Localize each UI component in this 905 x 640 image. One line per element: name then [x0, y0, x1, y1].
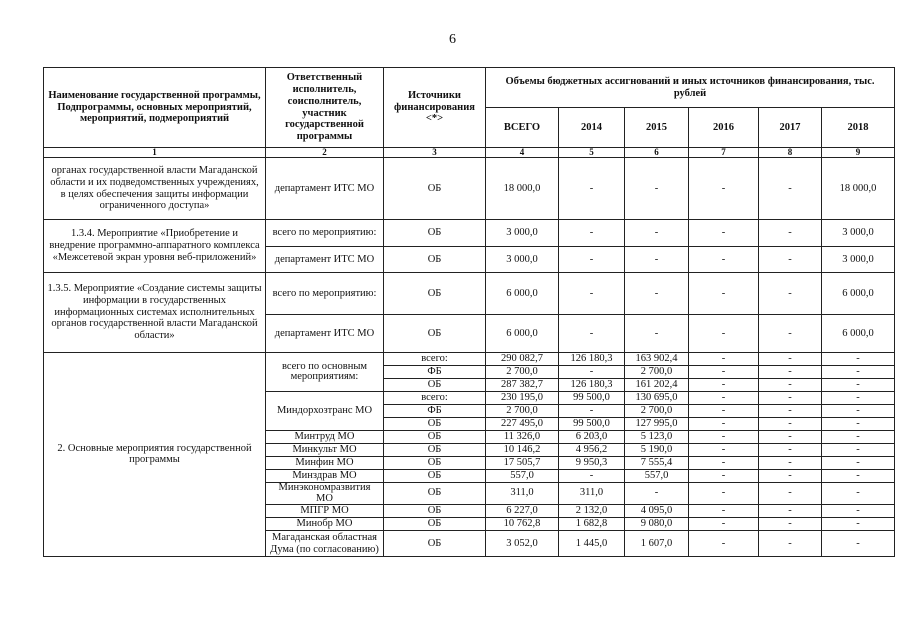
row-value: - — [625, 158, 689, 220]
row-value: 99 500,0 — [559, 418, 625, 431]
row-value: - — [759, 315, 822, 353]
column-number: 8 — [759, 148, 822, 158]
row-value: 18 000,0 — [486, 158, 559, 220]
row-source: всего: — [384, 392, 486, 405]
row-value: - — [759, 392, 822, 405]
row-value: - — [689, 158, 759, 220]
row-value: - — [559, 366, 625, 379]
row-value: - — [689, 444, 759, 457]
row-value: 3 000,0 — [486, 247, 559, 273]
row-value: 3 052,0 — [486, 531, 559, 557]
row-value: - — [559, 405, 625, 418]
row-value: - — [559, 158, 625, 220]
row-value: - — [822, 353, 895, 366]
row-value: 287 382,7 — [486, 379, 559, 392]
row-source: ФБ — [384, 405, 486, 418]
column-number: 1 — [44, 148, 266, 158]
row-value: 3 000,0 — [486, 220, 559, 247]
row-value: 5 190,0 — [625, 444, 689, 457]
row-value: - — [625, 315, 689, 353]
row-value: 2 700,0 — [625, 405, 689, 418]
header-year: 2016 — [689, 108, 759, 148]
header-source: Источники финансирования <*> — [384, 68, 486, 148]
header-name: Наименование государственной программы, Подпрограммы, основных мероприятий, мероприятий, подмероприятий — [44, 68, 266, 148]
row-value: - — [759, 379, 822, 392]
row-value: 6 203,0 — [559, 431, 625, 444]
row-value: 6 000,0 — [486, 273, 559, 315]
row-value: - — [759, 470, 822, 483]
table-row — [44, 158, 895, 220]
row-value: 3 000,0 — [822, 247, 895, 273]
row-source: ОБ — [384, 531, 486, 557]
header-row-1 — [44, 68, 895, 108]
row-value: - — [689, 518, 759, 531]
row-value: - — [759, 273, 822, 315]
header-year: 2015 — [625, 108, 689, 148]
row-value: - — [759, 483, 822, 505]
row-source: ОБ — [384, 315, 486, 353]
row-source: ОБ — [384, 379, 486, 392]
row-value: 10 146,2 — [486, 444, 559, 457]
row-value: - — [689, 220, 759, 247]
row-value: - — [822, 531, 895, 557]
row-value: - — [559, 247, 625, 273]
row-source: ОБ — [384, 505, 486, 518]
table-row — [44, 220, 895, 247]
row-value: - — [689, 457, 759, 470]
row-value: 1 607,0 — [625, 531, 689, 557]
row-value: - — [625, 273, 689, 315]
row-value: - — [759, 444, 822, 457]
row-value: - — [759, 505, 822, 518]
row-value: - — [759, 366, 822, 379]
row-value: - — [559, 315, 625, 353]
row-executor: департамент ИТС МО — [266, 315, 384, 353]
row-executor: всего по мероприятию: — [266, 220, 384, 247]
row-source: ОБ — [384, 483, 486, 505]
header-executor: Ответственный исполнитель, соисполнитель, участник государственной программы — [266, 68, 384, 148]
row-source: ФБ — [384, 366, 486, 379]
row-value: 127 995,0 — [625, 418, 689, 431]
row-value: 2 132,0 — [559, 505, 625, 518]
row-value: - — [689, 405, 759, 418]
row-value: 9 950,3 — [559, 457, 625, 470]
row-value: 2 700,0 — [486, 405, 559, 418]
row-source: ОБ — [384, 518, 486, 531]
row-value: - — [559, 220, 625, 247]
row-executor: МПГР МО — [266, 505, 384, 518]
row-value: - — [689, 431, 759, 444]
row-name: 1.3.5. Мероприятие «Создание системы защиты информации в государственных информационных системах исполнительных органов государственной власти Магаданской области» — [44, 273, 266, 353]
row-value: 7 555,4 — [625, 457, 689, 470]
row-value: - — [759, 247, 822, 273]
row-value: 557,0 — [486, 470, 559, 483]
row-source: ОБ — [384, 431, 486, 444]
table-row — [44, 273, 895, 315]
row-value: - — [689, 470, 759, 483]
row-value: - — [689, 505, 759, 518]
row-value: 5 123,0 — [625, 431, 689, 444]
row-value: - — [822, 444, 895, 457]
row-value: 6 000,0 — [486, 315, 559, 353]
column-number: 4 — [486, 148, 559, 158]
budget-table — [43, 67, 895, 557]
column-number: 5 — [559, 148, 625, 158]
table-row — [44, 353, 895, 366]
row-name: 1.3.4. Мероприятие «Приобретение и внедрение программно-аппаратного комплекса «Межсетевой экран уровня веб-приложений» — [44, 220, 266, 273]
column-number: 6 — [625, 148, 689, 158]
row-value: - — [625, 220, 689, 247]
row-value: - — [689, 353, 759, 366]
row-value: - — [759, 220, 822, 247]
row-value: 99 500,0 — [559, 392, 625, 405]
row-value: - — [689, 247, 759, 273]
row-executor: Минкульт МО — [266, 444, 384, 457]
row-value: - — [625, 483, 689, 505]
row-value: 11 326,0 — [486, 431, 559, 444]
row-value: - — [822, 518, 895, 531]
header-year: 2018 — [822, 108, 895, 148]
column-number: 7 — [689, 148, 759, 158]
row-value: - — [822, 505, 895, 518]
row-value: - — [559, 273, 625, 315]
row-source: ОБ — [384, 247, 486, 273]
row-value: 130 695,0 — [625, 392, 689, 405]
row-value: - — [759, 457, 822, 470]
row-value: - — [689, 315, 759, 353]
row-value: 557,0 — [625, 470, 689, 483]
row-source: ОБ — [384, 444, 486, 457]
row-source: ОБ — [384, 470, 486, 483]
row-executor: Минтруд МО — [266, 431, 384, 444]
row-value: 3 000,0 — [822, 220, 895, 247]
row-source: всего: — [384, 353, 486, 366]
row-value: 2 700,0 — [486, 366, 559, 379]
header-year: 2014 — [559, 108, 625, 148]
row-value: - — [689, 366, 759, 379]
row-value: - — [822, 483, 895, 505]
row-value: 1 445,0 — [559, 531, 625, 557]
row-value: 311,0 — [559, 483, 625, 505]
main-block-name: 2. Основные мероприятия государственной программы — [44, 353, 266, 557]
row-executor: Минобр МО — [266, 518, 384, 531]
row-value: - — [759, 418, 822, 431]
column-number-row — [44, 148, 895, 158]
row-executor: Минэкономразвития МО — [266, 483, 384, 505]
row-value: 1 682,8 — [559, 518, 625, 531]
row-value: 6 227,0 — [486, 505, 559, 518]
row-value: 17 505,7 — [486, 457, 559, 470]
row-value: - — [822, 418, 895, 431]
row-executor: всего по мероприятию: — [266, 273, 384, 315]
row-value: - — [822, 392, 895, 405]
row-value: 2 700,0 — [625, 366, 689, 379]
row-executor: всего по основным мероприятиям: — [266, 353, 384, 392]
row-value: 9 080,0 — [625, 518, 689, 531]
row-source: ОБ — [384, 418, 486, 431]
row-value: - — [689, 483, 759, 505]
column-number: 9 — [822, 148, 895, 158]
row-value: - — [759, 353, 822, 366]
row-value: - — [759, 531, 822, 557]
row-executor: департамент ИТС МО — [266, 158, 384, 220]
row-value: 18 000,0 — [822, 158, 895, 220]
row-value: - — [689, 531, 759, 557]
row-value: 290 082,7 — [486, 353, 559, 366]
header-volumes: Объемы бюджетных ассигнований и иных источников финансирования, тыс. рублей — [486, 68, 895, 108]
row-value: - — [822, 457, 895, 470]
row-value: 4 095,0 — [625, 505, 689, 518]
row-value: - — [689, 273, 759, 315]
row-executor: департамент ИТС МО — [266, 247, 384, 273]
row-value: 10 762,8 — [486, 518, 559, 531]
row-executor: Миндорхозтранс МО — [266, 392, 384, 431]
row-value: - — [689, 379, 759, 392]
row-value: 161 202,4 — [625, 379, 689, 392]
page-number: 6 — [449, 32, 456, 47]
column-number: 2 — [266, 148, 384, 158]
row-source: ОБ — [384, 220, 486, 247]
row-value: - — [689, 418, 759, 431]
row-value: - — [822, 470, 895, 483]
row-value: - — [759, 518, 822, 531]
row-value: - — [759, 431, 822, 444]
header-year: ВСЕГО — [486, 108, 559, 148]
row-value: - — [689, 392, 759, 405]
column-number: 3 — [384, 148, 486, 158]
row-executor: Минздрав МО — [266, 470, 384, 483]
row-source: ОБ — [384, 158, 486, 220]
row-executor: Магаданская областная Дума (по согласованию) — [266, 531, 384, 557]
row-value: - — [759, 158, 822, 220]
row-value: 4 956,2 — [559, 444, 625, 457]
row-value: - — [625, 247, 689, 273]
row-value: 126 180,3 — [559, 353, 625, 366]
header-year: 2017 — [759, 108, 822, 148]
row-value: 6 000,0 — [822, 315, 895, 353]
row-value: 163 902,4 — [625, 353, 689, 366]
row-value: - — [822, 379, 895, 392]
row-source: ОБ — [384, 273, 486, 315]
row-value: 230 195,0 — [486, 392, 559, 405]
row-name: органах государственной власти Магаданской области и их подведомственных учреждениях, в целях обеспечения защиты информации ограниченного доступа» — [44, 158, 266, 220]
row-value: - — [822, 431, 895, 444]
row-source: ОБ — [384, 457, 486, 470]
row-value: - — [822, 366, 895, 379]
row-value: - — [822, 405, 895, 418]
row-value: 6 000,0 — [822, 273, 895, 315]
row-value: 227 495,0 — [486, 418, 559, 431]
row-value: - — [559, 470, 625, 483]
row-value: - — [759, 405, 822, 418]
row-value: 126 180,3 — [559, 379, 625, 392]
row-executor: Минфин МО — [266, 457, 384, 470]
row-value: 311,0 — [486, 483, 559, 505]
